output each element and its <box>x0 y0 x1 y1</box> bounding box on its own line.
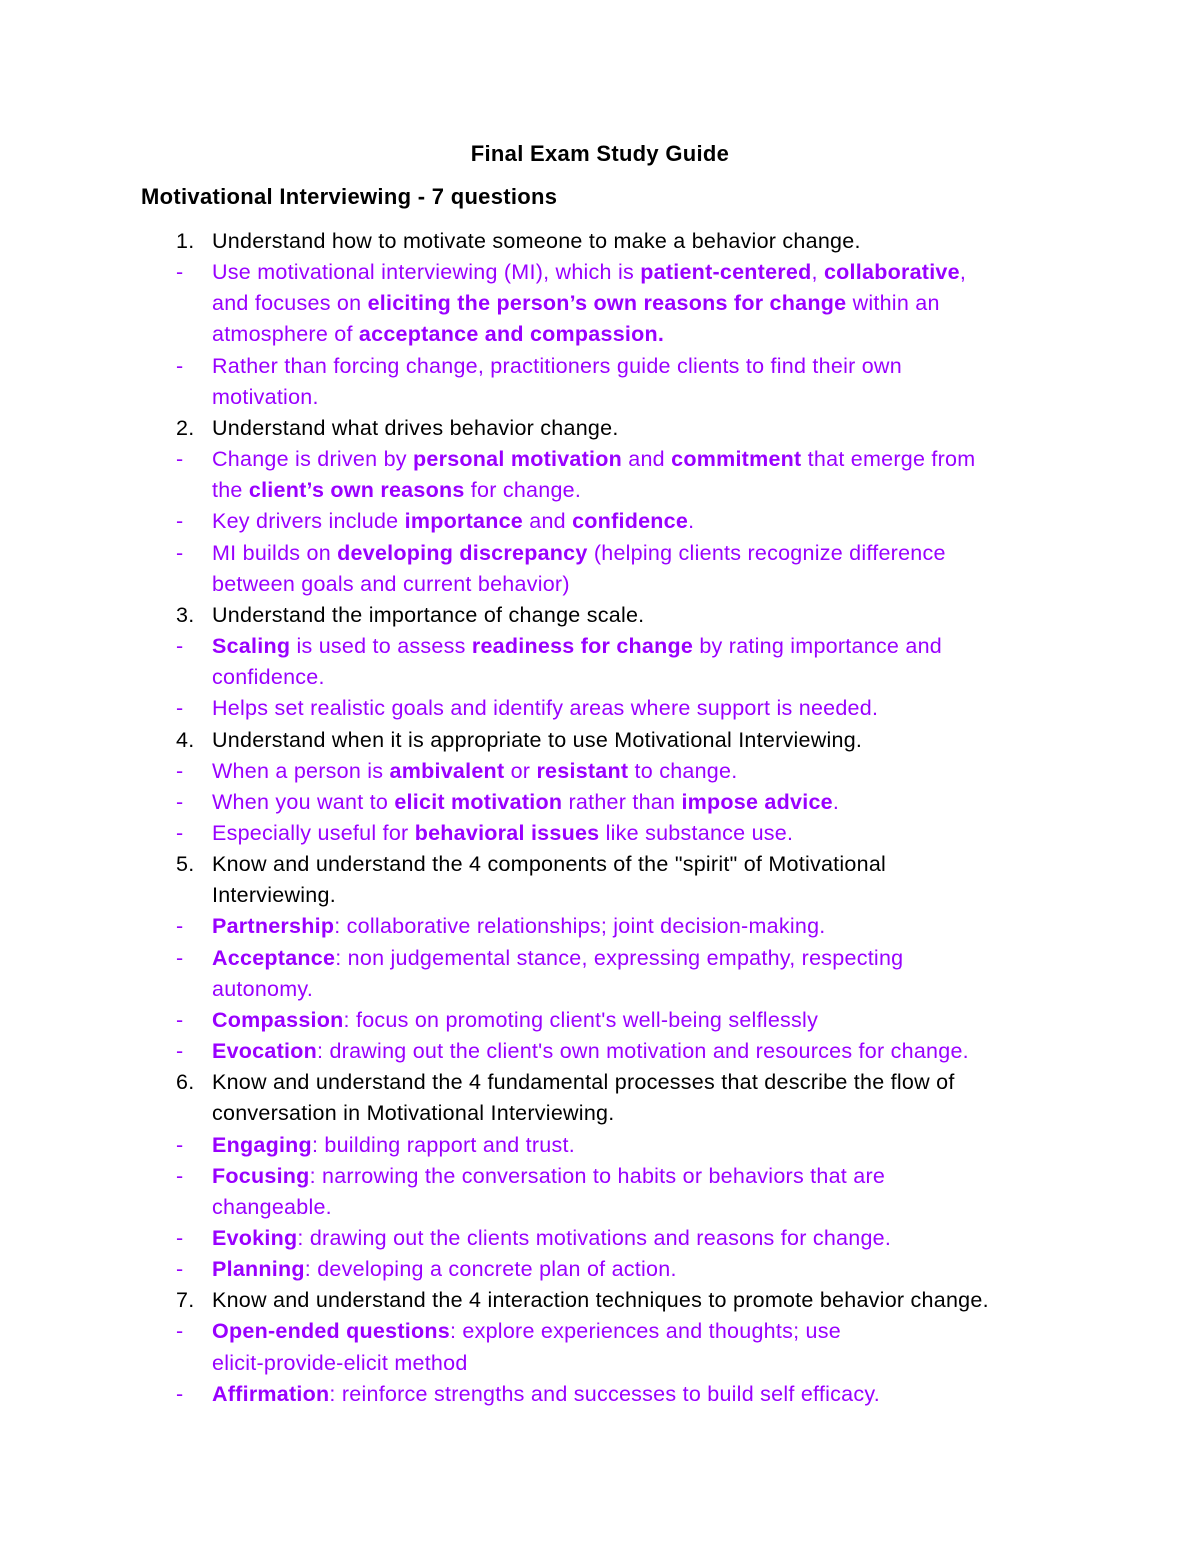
bullet-dash: - <box>176 1007 184 1032</box>
text-run: by rating importance and <box>693 634 942 659</box>
text-run: Especially useful for <box>212 820 415 845</box>
bold-term: Affirmation <box>212 1381 330 1406</box>
bullet-dash: - <box>176 1163 184 1188</box>
bold-term: Focusing <box>212 1163 310 1188</box>
bullet-item <box>0 351 1200 413</box>
text-run: Know and understand the 4 fundamental processes that describe the flow of <box>212 1070 955 1095</box>
text-run: is used to assess <box>290 634 472 659</box>
text-run: rather than <box>562 789 682 814</box>
study-guide-list <box>0 226 1200 1410</box>
bold-term: client’s own reasons <box>248 478 465 503</box>
bullet-dash: - <box>176 1319 184 1344</box>
bold-term: Scaling <box>212 634 291 659</box>
bullet-item <box>0 1254 1200 1285</box>
text-run: Rather than forcing change, practitioners guide clients to find their own <box>212 353 902 378</box>
bullet-dash: - <box>176 260 184 285</box>
bold-term: acceptance and compassion. <box>358 322 665 347</box>
item-text <box>212 538 1200 600</box>
bold-term: resistant <box>536 758 629 783</box>
item-text <box>212 1285 1200 1316</box>
bold-term: patient-centered <box>640 260 812 285</box>
item-text <box>212 787 1200 818</box>
item-text <box>212 1316 1200 1378</box>
bullet-dash: - <box>176 509 184 534</box>
bullet-dash: - <box>176 914 184 939</box>
text-run: to change. <box>628 758 738 783</box>
text-run: and focuses on <box>212 291 368 316</box>
bold-term: eliciting the person’s own reasons for change <box>367 291 847 316</box>
item-text <box>212 631 1200 693</box>
text-run: confidence. <box>212 665 325 690</box>
bullet-dash: - <box>176 696 184 721</box>
bold-term: Compassion <box>212 1007 344 1032</box>
text-run: or <box>504 758 537 783</box>
text-run: Interviewing. <box>212 883 336 908</box>
text-run: : collaborative relationships; joint decision-making. <box>334 914 826 939</box>
text-run: conversation in Motivational Interviewing. <box>212 1101 615 1126</box>
bold-term: Engaging <box>212 1132 312 1157</box>
text-run: motivation. <box>212 384 319 409</box>
text-run: and <box>523 509 573 534</box>
item-text <box>212 257 1200 350</box>
text-run: the <box>212 478 249 503</box>
bullet-item <box>0 444 1200 506</box>
numbered-item <box>0 725 1200 756</box>
item-text <box>212 351 1200 413</box>
item-text <box>212 849 1200 911</box>
text-run: within an <box>846 291 940 316</box>
item-text <box>212 943 1200 1005</box>
text-run: When a person is <box>212 758 390 783</box>
text-run: When you want to <box>212 789 395 814</box>
text-run: Change is driven by <box>212 447 413 472</box>
bullet-item <box>0 1130 1200 1161</box>
item-text <box>212 818 1200 849</box>
bullet-item <box>0 1316 1200 1378</box>
item-text <box>212 226 1200 257</box>
bold-term: Planning <box>212 1257 305 1282</box>
text-run: (helping clients recognize difference <box>587 540 946 565</box>
text-run: : non judgemental stance, expressing empathy, respecting <box>335 945 904 970</box>
item-text <box>212 1161 1200 1223</box>
text-run: like substance use. <box>599 820 794 845</box>
numbered-item <box>0 1285 1200 1316</box>
text-run: : building rapport and trust. <box>311 1132 575 1157</box>
bullet-dash: - <box>176 634 184 659</box>
item-text <box>212 1379 1200 1410</box>
item-number: 6. <box>176 1070 195 1095</box>
text-run: elicit-provide-elicit method <box>212 1350 468 1375</box>
text-run: Helps set realistic goals and identify areas where support is needed. <box>212 696 879 721</box>
item-text <box>212 506 1200 537</box>
bold-term: developing discrepancy <box>337 540 588 565</box>
bullet-dash: - <box>176 1039 184 1064</box>
bold-term: Evocation <box>212 1039 317 1064</box>
text-run: , <box>811 260 824 285</box>
item-text <box>212 444 1200 506</box>
bullet-item <box>0 911 1200 942</box>
text-run: , <box>959 260 967 285</box>
bold-term: Evoking <box>212 1226 298 1250</box>
item-text <box>212 756 1200 787</box>
item-text <box>212 1005 1200 1036</box>
text-run: for change. <box>464 478 582 503</box>
text-run: changeable. <box>212 1194 332 1219</box>
bullet-dash: - <box>176 353 184 378</box>
bold-term: commitment <box>671 447 802 472</box>
numbered-item <box>0 600 1200 631</box>
bullet-dash: - <box>176 945 184 970</box>
bullet-item <box>0 257 1200 350</box>
bold-term: confidence <box>572 509 689 534</box>
bullet-dash: - <box>176 1132 184 1157</box>
bold-term: personal motivation <box>413 447 623 472</box>
text-run: : narrowing the conversation to habits or behaviors that are <box>309 1163 886 1188</box>
bullet-item <box>0 756 1200 787</box>
text-run: Understand the importance of change scale. <box>212 602 645 627</box>
text-run: : focus on promoting client's well-being selflessly <box>343 1007 819 1032</box>
item-number: 3. <box>176 602 195 627</box>
bold-term: behavioral issues <box>414 820 600 845</box>
bold-term: ambivalent <box>389 758 505 783</box>
item-text <box>212 1254 1200 1285</box>
bold-term: elicit motivation <box>394 789 563 814</box>
bullet-dash: - <box>176 758 184 783</box>
text-run: Know and understand the 4 components of the "spirit" of Motivational <box>212 852 887 877</box>
item-text <box>212 693 1200 724</box>
bold-term: collaborative <box>823 260 960 285</box>
bullet-item <box>0 943 1200 1005</box>
bullet-item <box>0 818 1200 849</box>
bullet-dash: - <box>176 1381 184 1406</box>
text-run: and <box>622 447 672 472</box>
text-run: : explore experiences and thoughts; use <box>449 1319 841 1344</box>
item-text <box>212 1036 1200 1067</box>
bullet-item <box>0 1379 1200 1410</box>
text-run: : reinforce strengths and successes to build self efficacy. <box>329 1381 880 1406</box>
bullet-item <box>0 693 1200 724</box>
text-run: Use motivational interviewing (MI), which is <box>212 260 641 285</box>
item-text <box>212 1223 1200 1254</box>
bullet-item <box>0 1005 1200 1036</box>
item-text <box>212 725 1200 756</box>
text-run: . <box>688 509 695 534</box>
text-run: Key drivers include <box>212 509 405 534</box>
text-run: Understand when it is appropriate to use Motivational Interviewing. <box>212 727 863 752</box>
text-run: autonomy. <box>212 976 314 1001</box>
numbered-item <box>0 413 1200 444</box>
section-heading: Motivational Interviewing - 7 questions <box>141 184 558 209</box>
numbered-item <box>0 226 1200 257</box>
bullet-dash: - <box>176 447 184 472</box>
item-number: 1. <box>176 229 195 253</box>
document-title: Final Exam Study Guide <box>470 141 730 166</box>
item-number: 2. <box>176 415 195 440</box>
item-text <box>212 911 1200 942</box>
bullet-dash: - <box>176 1257 184 1282</box>
bold-term: readiness for change <box>471 634 694 659</box>
item-text <box>212 600 1200 631</box>
bullet-item <box>0 538 1200 600</box>
item-number: 7. <box>176 1288 195 1313</box>
text-run: Understand how to motivate someone to make a behavior change. <box>212 229 861 253</box>
text-run: . <box>832 789 840 814</box>
bullet-item <box>0 1223 1200 1254</box>
bullet-item <box>0 1161 1200 1223</box>
text-run: Know and understand the 4 interaction techniques to promote behavior change. <box>212 1288 989 1313</box>
bold-term: Open-ended questions <box>212 1319 450 1344</box>
numbered-item <box>0 1067 1200 1129</box>
bullet-dash: - <box>176 820 184 845</box>
bullet-dash: - <box>176 789 184 814</box>
item-number: 4. <box>176 727 195 752</box>
text-run: : developing a concrete plan of action. <box>304 1257 677 1282</box>
bold-term: Partnership <box>212 914 335 939</box>
bold-term: impose advice <box>681 789 833 814</box>
text-run: between goals and current behavior) <box>212 571 570 596</box>
item-text <box>212 1130 1200 1161</box>
text-run: : drawing out the clients motivations and reasons for change. <box>297 1226 892 1250</box>
bullet-item <box>0 631 1200 693</box>
bullet-dash: - <box>176 540 184 565</box>
bullet-item <box>0 506 1200 537</box>
bold-term: importance <box>404 509 524 534</box>
bullet-item <box>0 787 1200 818</box>
bold-term: Acceptance <box>212 945 336 970</box>
text-run: Understand what drives behavior change. <box>212 415 619 440</box>
numbered-item <box>0 849 1200 911</box>
item-text <box>212 413 1200 444</box>
text-run: that emerge from <box>801 447 976 472</box>
bullet-dash: - <box>176 1226 184 1250</box>
item-number: 5. <box>176 852 195 877</box>
bullet-item <box>0 1036 1200 1067</box>
text-run: : drawing out the client's own motivation and resources for change. <box>317 1039 969 1064</box>
text-run: MI builds on <box>212 540 338 565</box>
text-run: atmosphere of <box>212 322 359 347</box>
item-text <box>212 1067 1200 1129</box>
